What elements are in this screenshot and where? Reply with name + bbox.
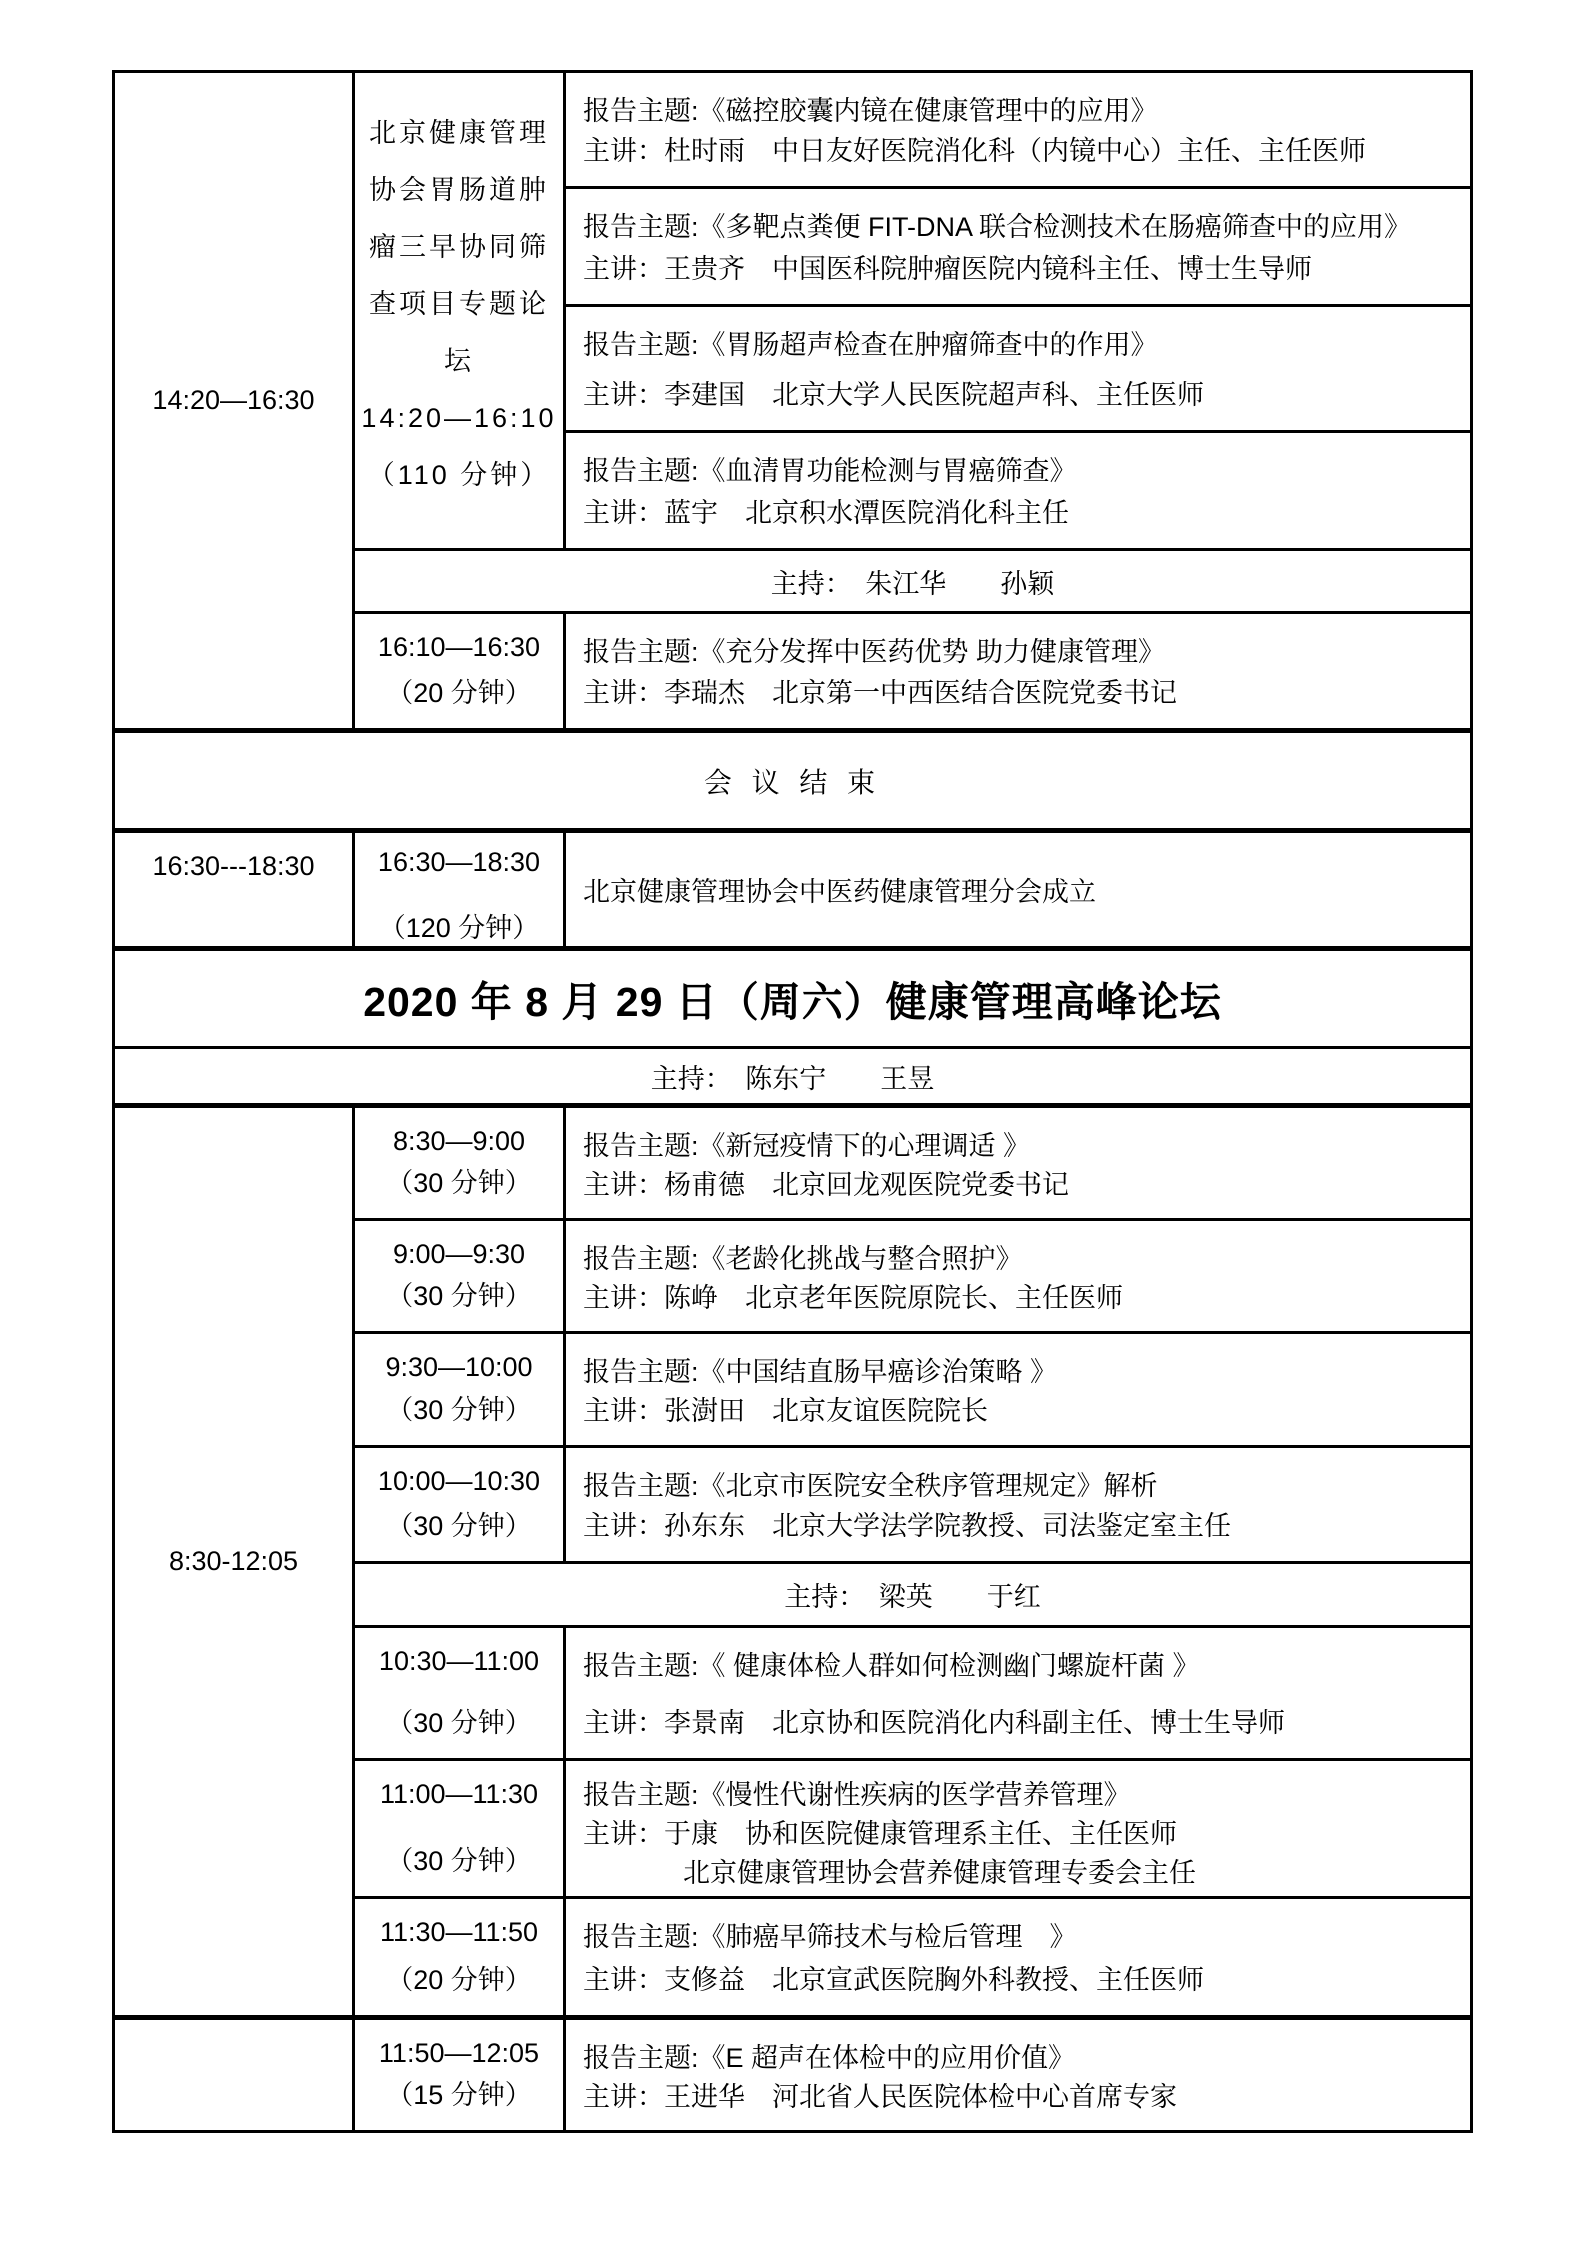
talk-row [355, 1331, 1470, 1445]
talk-cell [566, 2020, 1470, 2130]
talk-slot [355, 1221, 566, 1331]
talk-slot [355, 1899, 566, 2015]
slot-duration: （30 分钟） [386, 1395, 532, 1425]
talk-row [566, 304, 1470, 430]
session-duration: （110 分钟） [367, 460, 551, 490]
chair-names: 主持： 朱江华 孙颖 [770, 568, 1055, 599]
slot-duration: （30 分钟） [386, 1846, 532, 1876]
talk-row [355, 1758, 1470, 1896]
day2-title-row [115, 946, 1470, 1046]
talk-row [566, 430, 1470, 548]
talk-row [355, 1896, 1470, 2015]
afternoon-section [115, 73, 1470, 728]
slot-duration: （30 分钟） [386, 1708, 532, 1738]
meeting-end-label: 会 议 结 束 [703, 766, 882, 798]
talk-cell [566, 1761, 1470, 1896]
talk-slot [355, 1448, 566, 1561]
evening-slot [355, 833, 566, 946]
slot-duration: （30 分钟） [386, 1168, 532, 1198]
talk-speaker: 主讲：李瑞杰 北京第一中西医结合医院党委书记 [583, 678, 1177, 708]
talk-speaker: 主讲：李建国 北京大学人民医院超声科、主任医师 [583, 380, 1204, 410]
chair-names: 主持： 梁英 于红 [784, 1582, 1041, 1612]
talk-speaker: 主讲：蓝宇 北京积水潭医院消化科主任 [583, 498, 1069, 528]
tcm-talk-row [355, 611, 1470, 728]
morning-section [115, 1103, 1470, 2015]
session-title-line: 查项目专题论 [369, 289, 549, 319]
talk-slot [355, 1761, 566, 1896]
talk-row [355, 1108, 1470, 1218]
slot-time: 16:10—16:30 [377, 632, 541, 662]
evening-event-label: 北京健康管理协会中医药健康管理分会成立 [583, 877, 1096, 907]
talk-speaker: 主讲：杜时雨 中日友好医院消化科（内镜中心）主任、主任医师 [583, 136, 1366, 166]
slot-time: 11:50—12:05 [378, 2038, 540, 2068]
slot-time: 10:30—11:00 [378, 1646, 540, 1676]
slot-time: 9:30—10:00 [385, 1352, 533, 1382]
talk-cell [566, 1448, 1470, 1561]
talk-cell [566, 1108, 1470, 1218]
slot-duration: （15 分钟） [386, 2080, 532, 2110]
talk-speaker: 主讲：张澍田 北京友谊医院院长 [583, 1396, 988, 1426]
talk-slot [355, 1108, 566, 1218]
slot-time: 8:30—9:00 [392, 1126, 526, 1156]
talk-row [355, 1218, 1470, 1331]
last-talk-row [115, 2015, 1470, 2130]
empty-time-cell [115, 2020, 355, 2130]
talk-slot [355, 2020, 566, 2130]
talk-speaker: 主讲：陈峥 北京老年医院原院长、主任医师 [583, 1283, 1123, 1313]
talk-topic: 报告主题:《多靶点粪便 FIT-DNA 联合检测技术在肠癌筛查中的应用》 [583, 212, 1412, 242]
talk-speaker-title2: 北京健康管理协会营养健康管理专委会主任 [683, 1858, 1196, 1888]
talk-slot [355, 1334, 566, 1445]
talk-speaker: 主讲：李景南 北京协和医院消化内科副主任、博士生导师 [583, 1708, 1285, 1738]
talk-topic: 报告主题:《老龄化挑战与整合照护》 [583, 1244, 1023, 1274]
talk-topic: 报告主题:《磁控胶囊内镜在健康管理中的应用》 [583, 96, 1158, 126]
talk-speaker: 主讲：孙东东 北京大学法学院教授、司法鉴定室主任 [583, 1511, 1231, 1541]
talk-slot [355, 1628, 566, 1758]
slot-time: 9:00—9:30 [392, 1239, 526, 1269]
talk-topic: 报告主题:《充分发挥中医药优势 助力健康管理》 [583, 637, 1166, 667]
talk-cell [566, 614, 1470, 728]
session-title-cell [355, 73, 566, 548]
talk-row [355, 1625, 1470, 1758]
chair-row-afternoon [355, 548, 1470, 611]
talk-cell [566, 1221, 1470, 1331]
conference-schedule-table [112, 70, 1473, 2133]
talk-topic: 报告主题:《新冠疫情下的心理调适 》 [583, 1131, 1031, 1161]
slot-time: 11:00—11:30 [379, 1779, 539, 1809]
talk-speaker: 主讲：王进华 河北省人民医院体检中心首席专家 [583, 2082, 1177, 2112]
talk-topic: 报告主题:《胃肠超声检查在肿瘤筛查中的作用》 [583, 330, 1158, 360]
talk-cell [566, 1334, 1470, 1445]
slot-time: 11:30—11:50 [379, 1917, 539, 1947]
slot-time: 10:00—10:30 [377, 1466, 541, 1496]
talk-cell [566, 1899, 1470, 2015]
evening-row [115, 828, 1470, 946]
chair-names: 主持： 陈东宁 王昱 [650, 1063, 935, 1094]
talk-speaker: 主讲：支修益 北京宣武医院胸外科教授、主任医师 [583, 1965, 1204, 1995]
talk-topic: 报告主题:《血清胃功能检测与胃癌筛查》 [583, 456, 1077, 486]
talk-topic: 报告主题:《慢性代谢性疾病的医学营养管理》 [583, 1780, 1131, 1810]
afternoon-time-range [115, 73, 355, 728]
tcm-talk-slot [355, 614, 566, 728]
talk-speaker: 主讲：于康 协和医院健康管理系主任、主任医师 [583, 1819, 1177, 1849]
session-time: 14:20—16:10 [361, 403, 557, 433]
day2-title: 2020 年 8 月 29 日（周六）健康管理高峰论坛 [363, 979, 1222, 1025]
talk-topic: 报告主题:《北京市医院安全秩序管理规定》解析 [583, 1471, 1158, 1501]
time-range-label: 16:30---18:30 [152, 851, 315, 881]
talk-row [355, 1445, 1470, 1561]
time-range-label: 14:20—16:30 [152, 385, 315, 415]
talk-topic: 报告主题:《E 超声在体检中的应用价值》 [583, 2043, 1076, 2073]
session-title-line: 协会胃肠道肿 [369, 175, 549, 205]
session-title-line: 北京健康管理 [369, 118, 549, 148]
meeting-end-row [115, 728, 1470, 828]
session-title-line: 瘤三早协同筛 [369, 232, 549, 262]
talk-topic: 报告主题:《中国结直肠早癌诊治策略 》 [583, 1357, 1058, 1387]
evening-time-range [115, 833, 355, 946]
slot-duration: （30 分钟） [386, 1281, 532, 1311]
morning-time-range [115, 1108, 355, 2015]
talk-cell [566, 1628, 1470, 1758]
talk-speaker: 主讲：王贵齐 中国医科院肿瘤医院内镜科主任、博士生导师 [583, 254, 1312, 284]
slot-time: 16:30—18:30 [377, 847, 541, 877]
slot-duration: （30 分钟） [386, 1511, 532, 1541]
evening-event-cell [566, 833, 1470, 946]
talk-row [566, 186, 1470, 304]
day2-chair-row [115, 1046, 1470, 1103]
slot-duration: （120 分钟） [378, 913, 540, 943]
talk-topic: 报告主题:《肺癌早筛技术与检后管理 》 [583, 1922, 1077, 1952]
talk-topic: 报告主题:《 健康体检人群如何检测幽门螺旋杆菌 》 [583, 1651, 1200, 1681]
slot-duration: （20 分钟） [386, 678, 532, 708]
slot-duration: （20 分钟） [386, 1965, 532, 1995]
chair-row-morning [355, 1561, 1470, 1625]
session-title-line: 坛 [444, 346, 474, 376]
talk-row [566, 73, 1470, 186]
talk-speaker: 主讲：杨甫德 北京回龙观医院党委书记 [583, 1170, 1069, 1200]
time-range-label: 8:30-12:05 [168, 1546, 299, 1576]
